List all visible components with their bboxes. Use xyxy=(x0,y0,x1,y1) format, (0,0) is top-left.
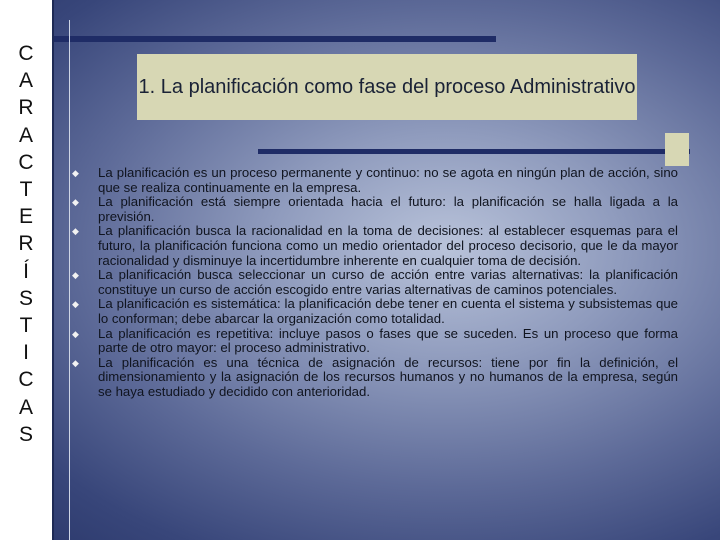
accent-block xyxy=(665,133,689,166)
list-item xyxy=(72,297,678,326)
vertical-letter: A xyxy=(18,69,33,93)
list-item-text: La planificación busca seleccionar un curso de acción entre varias alternativas: la planificación constituye un curso de acción escogido entre varias alternativas de caminos potenciales. xyxy=(98,267,678,297)
list-item xyxy=(72,224,678,268)
list-item xyxy=(72,268,678,297)
vertical-guide-line xyxy=(69,20,70,540)
vertical-letter: S xyxy=(18,422,33,446)
middle-decorative-bar xyxy=(258,149,690,154)
vertical-title-caracteristicas xyxy=(0,40,52,448)
vertical-letter: I xyxy=(23,341,29,365)
vertical-letter: C xyxy=(18,150,34,174)
vertical-letter: T xyxy=(19,178,33,202)
list-item-text: La planificación es sistemática: la planificación debe tener en cuenta el sistema y subsistemas que lo conforman; debe abarcar la organización como totalidad. xyxy=(98,296,678,326)
top-decorative-bar xyxy=(54,36,496,42)
diamond-bullet-icon: ◆ xyxy=(72,299,79,310)
list-item xyxy=(72,327,678,356)
list-item-text: La planificación es un proceso permanente y continuo: no se agota en ningún plan de acción, sino que se realiza continuamente en la empresa. xyxy=(98,165,678,195)
list-item-text: La planificación es repetitiva: incluye pasos o fases que se suceden. Es un proceso que forma parte de otro mayor: el proceso administrativo. xyxy=(98,325,678,356)
list-item-text: La planificación busca la racionalidad en la toma de decisiones: al establecer esquemas para el futuro, la planificación funciona como un medio orientador del proceso decisorio, que le da mayor racionalidad y disminuye la incertidumbre inherente en cualquier toma de decisión. xyxy=(98,223,678,268)
vertical-letter: R xyxy=(18,232,34,256)
list-item xyxy=(72,166,678,195)
characteristics-list xyxy=(72,166,678,400)
vertical-letter: E xyxy=(18,205,33,229)
vertical-letter: S xyxy=(18,286,33,310)
list-item-text: La planificación es una técnica de asignación de recursos: tiene por fin la definición, el dimensionamiento y la asignación de los recursos humanos y no humanos de la empresa, según se haya estudiado y decidido con anterioridad. xyxy=(98,354,678,399)
vertical-letter: C xyxy=(18,42,34,65)
slide-title: 1. La planificación como fase del proceso Administrativo xyxy=(138,76,636,98)
vertical-letter: T xyxy=(19,314,33,338)
diamond-bullet-icon: ◆ xyxy=(72,357,79,368)
diamond-bullet-icon: ◆ xyxy=(72,270,79,281)
vertical-letter: R xyxy=(18,96,34,120)
vertical-letter: A xyxy=(18,123,33,147)
vertical-letter: Í xyxy=(23,259,29,283)
diamond-bullet-icon: ◆ xyxy=(72,168,79,178)
list-item-text: La planificación está siempre orientada hacia el futuro: la planificación se halla ligada a la previsión. xyxy=(98,194,678,224)
vertical-letter: C xyxy=(18,368,34,392)
title-box xyxy=(137,54,637,120)
vertical-title-panel xyxy=(0,0,54,540)
list-item xyxy=(72,356,678,400)
list-item xyxy=(72,195,678,224)
vertical-letter: A xyxy=(18,395,33,419)
diamond-bullet-icon: ◆ xyxy=(72,226,79,237)
diamond-bullet-icon: ◆ xyxy=(72,328,79,339)
diamond-bullet-icon: ◆ xyxy=(72,197,79,208)
